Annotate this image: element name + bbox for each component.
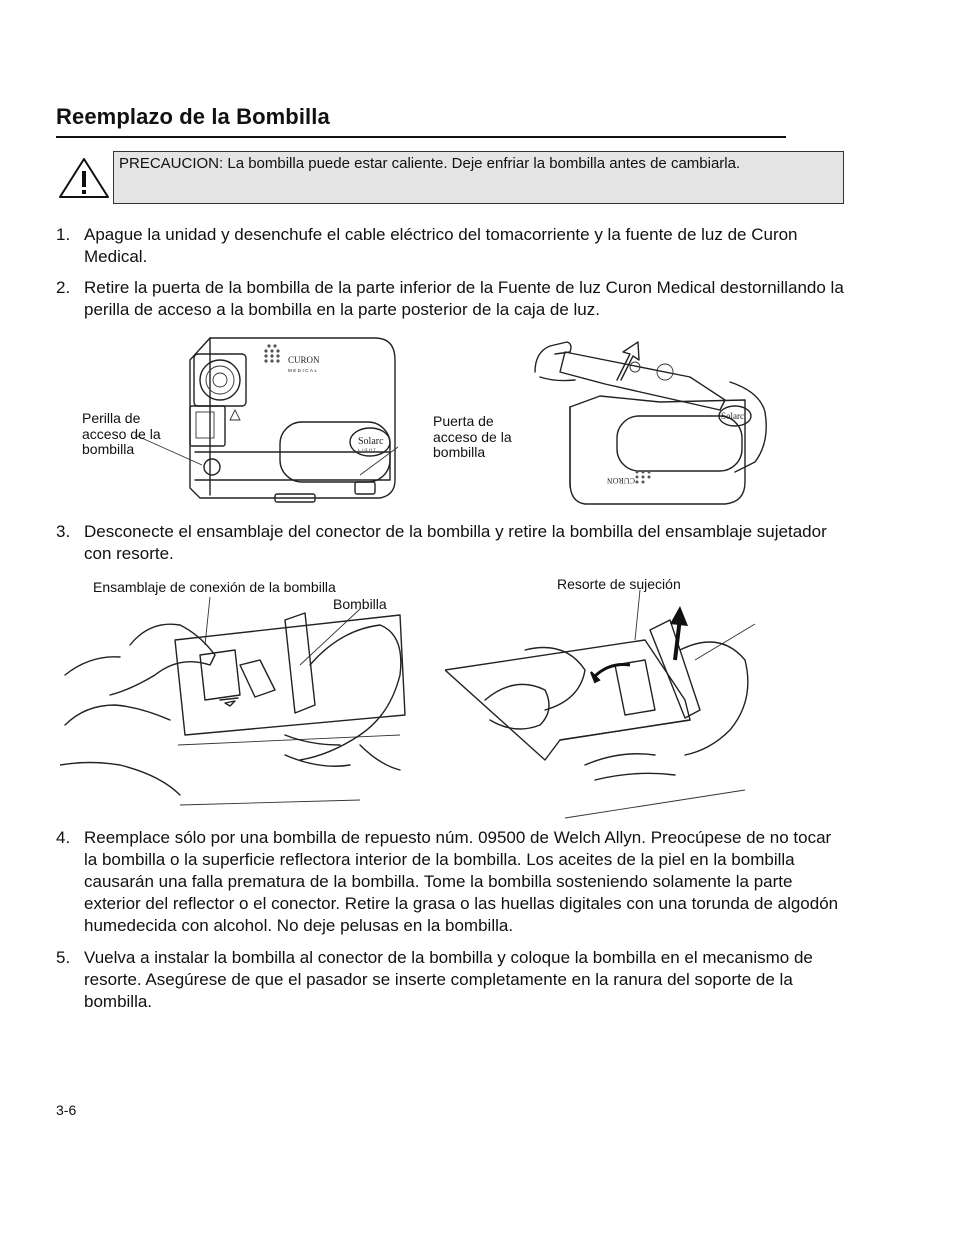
step-text: Retire la puerta de la bombilla de la parte inferior de la Fuente de luz Curon Medical destornillando la perilla de acceso a la bombilla en la parte posterior de la caja de luz. bbox=[84, 278, 844, 319]
step-number: 1. bbox=[56, 225, 71, 244]
knob-label: Perilla de acceso de la bombilla bbox=[82, 410, 161, 457]
product-text-2: Solarc bbox=[721, 411, 744, 421]
step-text: Vuelva a instalar la bombilla al conector de la bombilla y coloque la bombilla en el mecanismo de resorte. Asegúrese de que el pasador se inserte completamente en la ranura del soporte de la bombilla. bbox=[84, 948, 813, 1011]
page-number: 3-6 bbox=[56, 1102, 77, 1118]
connector-label: Ensamblaje de conexión de la bombilla bbox=[93, 579, 336, 595]
step-text: Desconecte el ensamblaje del conector de la bombilla y retire la bombilla del ensamblaje sujetador con resorte. bbox=[84, 522, 827, 563]
step-number: 5. bbox=[56, 948, 71, 967]
light-source-illustration bbox=[180, 330, 420, 510]
step-number: 4. bbox=[56, 828, 71, 847]
step-number: 2. bbox=[56, 278, 71, 297]
warning-triangle-icon bbox=[58, 156, 110, 200]
title-rule bbox=[56, 136, 786, 138]
step-text: Reemplace sólo por una bombilla de repuesto núm. 09500 de Welch Allyn. Preocúpese de no tocar la bombilla o la superficie reflectora interior de la bombilla. Los aceites de la piel en la bombilla causarán una falla prematura de la bombilla. Tome la bombilla sosteniendo solamente la parte exterior del reflector o el conector. Retire la grasa o las huellas digitales con una torunda de algodón humedecida con alcohol. No deje pelusas en la bombilla. bbox=[84, 828, 839, 935]
caution-box: PRECAUCION: La bombilla puede estar caliente. Deje enfriar la bombilla antes de cambiarla. bbox=[113, 151, 844, 204]
product-text: Solarc bbox=[358, 436, 384, 447]
connector-removal-illustration bbox=[60, 595, 410, 817]
step-text: Apague la unidad y desenchufe el cable eléctrico del tomacorriente y la fuente de luz de Curon Medical. bbox=[84, 225, 798, 266]
product-subtext: LIGHT bbox=[358, 447, 378, 452]
door-label: Puerta de acceso de la bombilla bbox=[433, 413, 512, 460]
bulb-label: Bombilla bbox=[333, 596, 387, 612]
page-title: Reemplazo de la Bombilla bbox=[56, 104, 330, 129]
brand-subtext: MEDICAL bbox=[288, 368, 319, 373]
brand-text-2: CURON bbox=[606, 476, 635, 485]
door-removal-illustration bbox=[525, 332, 775, 510]
spring-release-illustration bbox=[445, 590, 765, 820]
brand-text: CURON bbox=[288, 355, 320, 365]
step-number: 3. bbox=[56, 522, 71, 541]
figure1-leader-lines bbox=[130, 425, 420, 480]
spring-label: Resorte de sujeción bbox=[557, 576, 681, 592]
